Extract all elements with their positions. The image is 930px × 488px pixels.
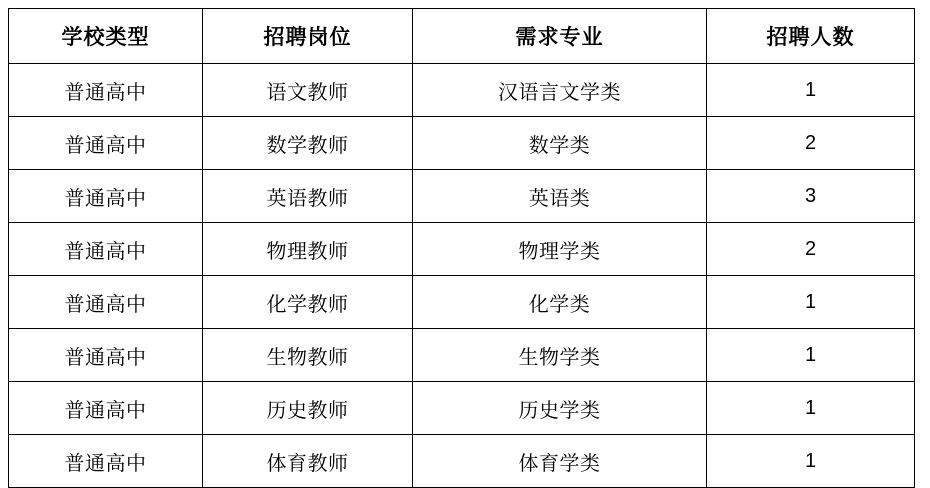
table-row xyxy=(9,329,915,382)
column-header-major: 需求专业 xyxy=(413,9,707,64)
cell-school-type: 普通高中 xyxy=(9,64,203,117)
column-header-position: 招聘岗位 xyxy=(203,9,413,64)
cell-headcount: 1 xyxy=(707,276,915,329)
table-header-row xyxy=(9,9,915,64)
table-body xyxy=(9,64,915,488)
table-row xyxy=(9,117,915,170)
cell-position: 物理教师 xyxy=(203,223,413,276)
cell-position: 数学教师 xyxy=(203,117,413,170)
cell-position: 化学教师 xyxy=(203,276,413,329)
cell-major: 物理学类 xyxy=(413,223,707,276)
cell-position: 生物教师 xyxy=(203,329,413,382)
cell-school-type: 普通高中 xyxy=(9,223,203,276)
table-row xyxy=(9,170,915,223)
cell-headcount: 3 xyxy=(707,170,915,223)
cell-major: 数学类 xyxy=(413,117,707,170)
cell-major: 汉语言文学类 xyxy=(413,64,707,117)
cell-position: 历史教师 xyxy=(203,382,413,435)
table-header xyxy=(9,9,915,64)
cell-headcount: 2 xyxy=(707,223,915,276)
cell-school-type: 普通高中 xyxy=(9,382,203,435)
cell-school-type: 普通高中 xyxy=(9,170,203,223)
cell-position: 语文教师 xyxy=(203,64,413,117)
cell-headcount: 2 xyxy=(707,117,915,170)
table-row xyxy=(9,276,915,329)
cell-position: 体育教师 xyxy=(203,435,413,488)
cell-headcount: 1 xyxy=(707,435,915,488)
cell-major: 历史学类 xyxy=(413,382,707,435)
cell-headcount: 1 xyxy=(707,382,915,435)
column-header-school-type: 学校类型 xyxy=(9,9,203,64)
cell-school-type: 普通高中 xyxy=(9,117,203,170)
column-header-headcount: 招聘人数 xyxy=(707,9,915,64)
table-row xyxy=(9,435,915,488)
recruitment-table xyxy=(8,8,915,488)
cell-school-type: 普通高中 xyxy=(9,276,203,329)
table-row xyxy=(9,64,915,117)
cell-major: 体育学类 xyxy=(413,435,707,488)
document-page xyxy=(0,8,930,485)
cell-school-type: 普通高中 xyxy=(9,435,203,488)
cell-major: 化学类 xyxy=(413,276,707,329)
cell-headcount: 1 xyxy=(707,329,915,382)
table-row xyxy=(9,223,915,276)
cell-major: 生物学类 xyxy=(413,329,707,382)
cell-school-type: 普通高中 xyxy=(9,329,203,382)
cell-headcount: 1 xyxy=(707,64,915,117)
cell-position: 英语教师 xyxy=(203,170,413,223)
table-row xyxy=(9,382,915,435)
cell-major: 英语类 xyxy=(413,170,707,223)
